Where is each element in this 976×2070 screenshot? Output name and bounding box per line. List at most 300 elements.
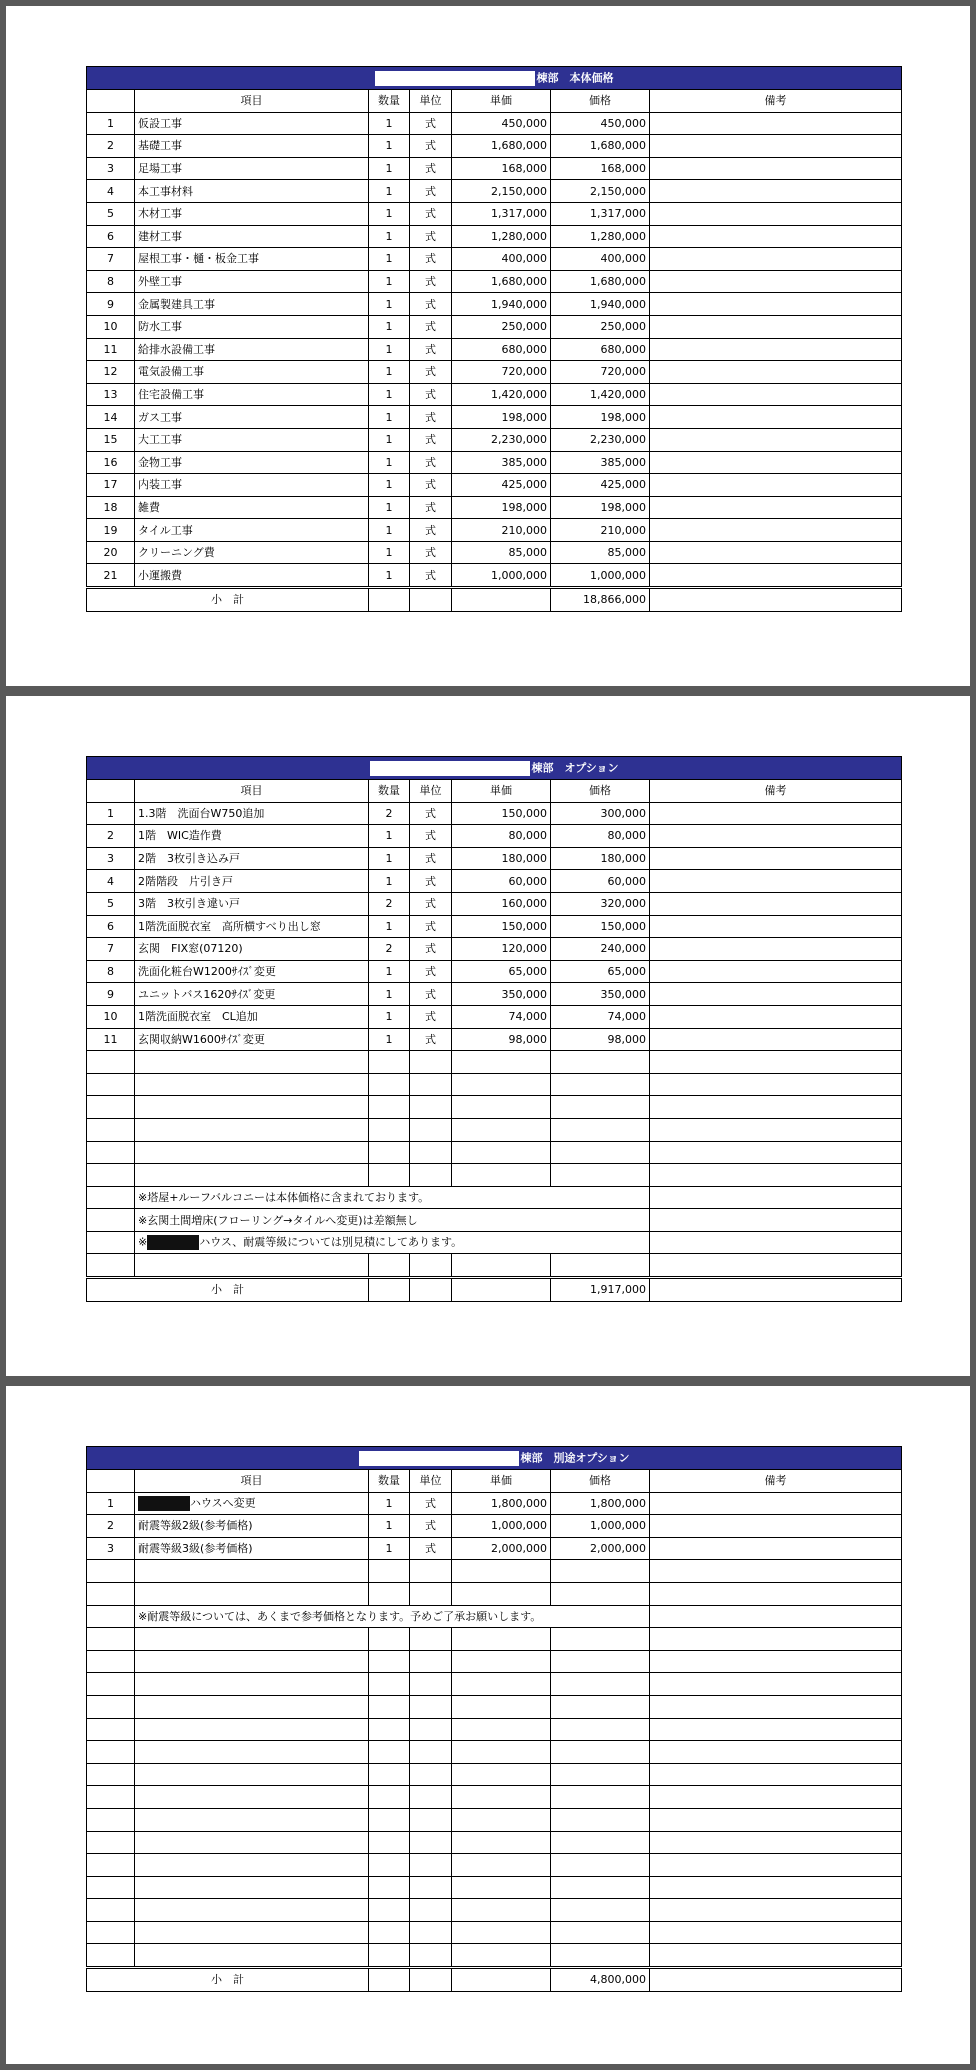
header-no <box>87 90 135 113</box>
empty-cell <box>410 1628 452 1651</box>
empty-cell <box>135 1944 369 1968</box>
header-row <box>87 90 902 113</box>
table-row <box>87 847 902 870</box>
subtotal-label: 小 計 <box>87 1968 369 1992</box>
empty-cell <box>452 1763 551 1786</box>
amount: 198,000 <box>551 496 650 519</box>
item-name: 建材工事 <box>138 229 182 243</box>
empty-cell <box>551 1254 650 1278</box>
table-row <box>87 938 902 961</box>
row-number: 7 <box>87 938 135 961</box>
page-3 <box>6 1386 970 2064</box>
row-number: 1 <box>87 802 135 825</box>
empty-row <box>87 1786 902 1809</box>
remarks <box>650 802 902 825</box>
empty-row <box>87 1073 902 1096</box>
note-row <box>87 1231 902 1254</box>
remarks <box>650 270 902 293</box>
unit: 式 <box>410 847 452 870</box>
unit: 式 <box>410 338 452 361</box>
amount: 720,000 <box>551 361 650 384</box>
item-name: タイル工事 <box>138 523 193 537</box>
header-row <box>87 1470 902 1493</box>
amount: 1,420,000 <box>551 383 650 406</box>
empty-cell <box>135 1051 369 1074</box>
table-row <box>87 870 902 893</box>
empty-cell <box>551 1876 650 1899</box>
quantity: 1 <box>369 1028 410 1051</box>
empty-cell <box>410 1254 452 1278</box>
empty-cell <box>135 1254 369 1278</box>
quantity: 1 <box>369 1515 410 1538</box>
empty-cell <box>135 1718 369 1741</box>
empty-cell <box>452 1582 551 1605</box>
empty-cell <box>369 1650 410 1673</box>
unit-price: 74,000 <box>452 1005 551 1028</box>
note-row <box>87 1186 902 1209</box>
unit-price: 450,000 <box>452 112 551 135</box>
unit-price: 65,000 <box>452 960 551 983</box>
item-cell <box>135 1515 369 1538</box>
row-number: 21 <box>87 564 135 588</box>
unit-price: 250,000 <box>452 315 551 338</box>
amount: 250,000 <box>551 315 650 338</box>
empty-cell <box>135 1141 369 1164</box>
empty-cell <box>551 1118 650 1141</box>
table-row <box>87 983 902 1006</box>
quantity: 1 <box>369 406 410 429</box>
empty-cell <box>410 1831 452 1854</box>
empty-cell <box>551 1718 650 1741</box>
table-row <box>87 338 902 361</box>
item-name: 1階洗面脱衣室 CL追加 <box>138 1010 258 1024</box>
empty-cell <box>452 1831 551 1854</box>
empty-row <box>87 1921 902 1944</box>
remarks <box>650 938 902 961</box>
amount: 1,000,000 <box>551 1515 650 1538</box>
item-name: 仮設工事 <box>138 116 182 130</box>
empty-row <box>87 1899 902 1922</box>
empty-row <box>87 1944 902 1968</box>
empty-cell <box>650 1831 902 1854</box>
empty-cell <box>87 1254 135 1278</box>
item-name: 木材工事 <box>138 207 182 221</box>
item-name: 耐震等級2級(参考価格) <box>138 1519 253 1533</box>
remarks <box>650 180 902 203</box>
empty-cell <box>369 1628 410 1651</box>
header-remarks: 備考 <box>650 90 902 113</box>
row-number: 19 <box>87 519 135 542</box>
unit-price: 80,000 <box>452 825 551 848</box>
empty-cell <box>369 1582 410 1605</box>
row-number: 4 <box>87 180 135 203</box>
remarks <box>650 248 902 271</box>
item-cell <box>135 983 369 1006</box>
empty-cell <box>87 1582 135 1605</box>
item-name: 内装工事 <box>138 478 182 492</box>
remarks <box>650 892 902 915</box>
empty-cell <box>87 1560 135 1583</box>
amount: 320,000 <box>551 892 650 915</box>
remarks <box>650 564 902 588</box>
empty-cell <box>410 1808 452 1831</box>
item-name: 基礎工事 <box>138 139 182 153</box>
remarks <box>650 315 902 338</box>
amount: 168,000 <box>551 157 650 180</box>
row-number: 15 <box>87 428 135 451</box>
amount: 85,000 <box>551 541 650 564</box>
empty-row <box>87 1141 902 1164</box>
table-row <box>87 960 902 983</box>
unit: 式 <box>410 474 452 497</box>
item-cell <box>135 270 369 293</box>
note-cell <box>135 1209 650 1232</box>
title-text: 棟部 本体価格 <box>536 71 614 84</box>
empty-cell <box>650 1854 902 1877</box>
remarks <box>650 293 902 316</box>
empty-cell <box>650 1278 902 1302</box>
table-row <box>87 1515 902 1538</box>
empty-cell <box>135 1741 369 1764</box>
empty-cell <box>369 1763 410 1786</box>
item-name: 給排水設備工事 <box>138 342 215 356</box>
item-name: 耐震等級3級(参考価格) <box>138 1542 253 1556</box>
item-cell <box>135 112 369 135</box>
row-number: 20 <box>87 541 135 564</box>
row-number: 8 <box>87 270 135 293</box>
empty-cell <box>650 1209 902 1232</box>
empty-cell <box>87 1673 135 1696</box>
amount: 210,000 <box>551 519 650 542</box>
row-number: 11 <box>87 1028 135 1051</box>
item-name: 玄関収納W1600ｻｲｽﾞ変更 <box>138 1032 265 1046</box>
empty-cell <box>650 1118 902 1141</box>
empty-cell <box>410 1718 452 1741</box>
unit: 式 <box>410 225 452 248</box>
quantity: 1 <box>369 1492 410 1515</box>
item-name: 大工工事 <box>138 433 182 447</box>
remarks <box>650 202 902 225</box>
item-cell <box>135 315 369 338</box>
table-row <box>87 451 902 474</box>
item-name: 1階 WIC造作費 <box>138 829 222 843</box>
unit-price: 1,317,000 <box>452 202 551 225</box>
empty-cell <box>650 1628 902 1651</box>
table-row <box>87 315 902 338</box>
unit: 式 <box>410 383 452 406</box>
amount: 65,000 <box>551 960 650 983</box>
empty-cell <box>369 1118 410 1141</box>
empty-cell <box>551 1944 650 1968</box>
item-name: 1.3階 洗面台W750追加 <box>138 806 265 820</box>
amount: 1,280,000 <box>551 225 650 248</box>
empty-cell <box>87 1921 135 1944</box>
unit-price: 180,000 <box>452 847 551 870</box>
empty-cell <box>135 1808 369 1831</box>
empty-row <box>87 1876 902 1899</box>
table-row <box>87 892 902 915</box>
empty-cell <box>410 1741 452 1764</box>
quantity: 1 <box>369 519 410 542</box>
subtotal-value: 4,800,000 <box>551 1968 650 1992</box>
empty-cell <box>452 1718 551 1741</box>
item-cell <box>135 892 369 915</box>
item-cell <box>135 825 369 848</box>
subtotal-label: 小 計 <box>87 588 369 612</box>
row-number: 14 <box>87 406 135 429</box>
quantity: 1 <box>369 383 410 406</box>
empty-cell <box>135 1854 369 1877</box>
empty-cell <box>551 1164 650 1187</box>
remarks <box>650 519 902 542</box>
subtotal-row <box>87 1968 902 1992</box>
table-row <box>87 802 902 825</box>
empty-row <box>87 1650 902 1673</box>
item-name: 本工事材料 <box>138 184 193 198</box>
unit: 式 <box>410 157 452 180</box>
item-cell <box>135 564 369 588</box>
empty-cell <box>650 1164 902 1187</box>
quantity: 2 <box>369 802 410 825</box>
empty-cell <box>452 1673 551 1696</box>
table-row <box>87 406 902 429</box>
table-row <box>87 474 902 497</box>
unit-price: 210,000 <box>452 519 551 542</box>
unit: 式 <box>410 315 452 338</box>
empty-cell <box>135 1560 369 1583</box>
empty-row <box>87 1560 902 1583</box>
amount: 450,000 <box>551 112 650 135</box>
empty-cell <box>369 1051 410 1074</box>
empty-cell <box>87 1605 135 1628</box>
empty-cell <box>369 588 410 612</box>
unit-price: 350,000 <box>452 983 551 1006</box>
empty-cell <box>650 1763 902 1786</box>
amount: 1,000,000 <box>551 564 650 588</box>
empty-cell <box>369 1899 410 1922</box>
empty-row <box>87 1096 902 1119</box>
item-name: 雑費 <box>138 500 160 514</box>
amount: 300,000 <box>551 802 650 825</box>
empty-cell <box>452 1854 551 1877</box>
table-row <box>87 915 902 938</box>
empty-cell <box>135 1673 369 1696</box>
empty-cell <box>87 1186 135 1209</box>
empty-cell <box>369 1695 410 1718</box>
item-cell <box>135 383 369 406</box>
item-name: クリーニング費 <box>138 546 215 560</box>
remarks <box>650 361 902 384</box>
row-number: 5 <box>87 202 135 225</box>
empty-cell <box>410 1876 452 1899</box>
empty-cell <box>551 1650 650 1673</box>
empty-row <box>87 1254 902 1278</box>
unit-price: 85,000 <box>452 541 551 564</box>
empty-cell <box>452 1254 551 1278</box>
quantity: 1 <box>369 361 410 384</box>
remarks <box>650 383 902 406</box>
item-cell <box>135 1028 369 1051</box>
item-name: ガス工事 <box>138 410 182 424</box>
title-text: 棟部 別途オプション <box>520 1451 630 1464</box>
item-name: 小運搬費 <box>138 568 182 582</box>
empty-cell <box>369 1808 410 1831</box>
row-number: 16 <box>87 451 135 474</box>
amount: 198,000 <box>551 406 650 429</box>
empty-cell <box>369 1741 410 1764</box>
unit: 式 <box>410 180 452 203</box>
empty-cell <box>410 1763 452 1786</box>
empty-cell <box>551 1899 650 1922</box>
table-row <box>87 270 902 293</box>
remarks <box>650 960 902 983</box>
note-text: ※耐震等級については、あくまで参考価格となります。予めご了承お願いします。 <box>138 1609 542 1623</box>
item-name: 金物工事 <box>138 455 182 469</box>
unit: 式 <box>410 496 452 519</box>
empty-cell <box>650 1650 902 1673</box>
item-name: 金属製建具工事 <box>138 297 215 311</box>
empty-cell <box>551 1808 650 1831</box>
empty-row <box>87 1763 902 1786</box>
empty-cell <box>135 1628 369 1651</box>
item-cell <box>135 225 369 248</box>
item-cell <box>135 915 369 938</box>
empty-cell <box>410 1854 452 1877</box>
quantity: 1 <box>369 315 410 338</box>
item-cell <box>135 361 369 384</box>
remarks <box>650 541 902 564</box>
empty-cell <box>135 1921 369 1944</box>
empty-cell <box>87 1231 135 1254</box>
empty-cell <box>87 1944 135 1968</box>
row-number: 9 <box>87 983 135 1006</box>
empty-row <box>87 1695 902 1718</box>
unit: 式 <box>410 541 452 564</box>
header-amount: 価格 <box>551 780 650 803</box>
table-row <box>87 112 902 135</box>
row-number: 5 <box>87 892 135 915</box>
empty-cell <box>369 1786 410 1809</box>
row-number: 3 <box>87 157 135 180</box>
item-cell <box>135 519 369 542</box>
empty-cell <box>452 1786 551 1809</box>
quantity: 1 <box>369 541 410 564</box>
empty-cell <box>551 1786 650 1809</box>
header-qty: 数量 <box>369 90 410 113</box>
empty-cell <box>410 1944 452 1968</box>
amount: 1,680,000 <box>551 270 650 293</box>
quantity: 1 <box>369 825 410 848</box>
empty-cell <box>452 1944 551 1968</box>
table-title <box>87 67 902 90</box>
item-cell <box>135 960 369 983</box>
quantity: 1 <box>369 915 410 938</box>
item-cell <box>135 202 369 225</box>
table-row <box>87 202 902 225</box>
empty-cell <box>410 1650 452 1673</box>
unit-price: 120,000 <box>452 938 551 961</box>
remarks <box>650 1515 902 1538</box>
unit-price: 150,000 <box>452 802 551 825</box>
unit-price: 2,230,000 <box>452 428 551 451</box>
header-item: 項目 <box>135 1470 369 1493</box>
header-qty: 数量 <box>369 780 410 803</box>
amount: 425,000 <box>551 474 650 497</box>
empty-cell <box>369 1164 410 1187</box>
empty-cell <box>410 1673 452 1696</box>
quantity: 2 <box>369 892 410 915</box>
empty-row <box>87 1673 902 1696</box>
row-number: 4 <box>87 870 135 893</box>
item-cell <box>135 135 369 158</box>
header-no <box>87 780 135 803</box>
header-amount: 価格 <box>551 90 650 113</box>
empty-cell <box>87 1051 135 1074</box>
unit-price: 60,000 <box>452 870 551 893</box>
header-no <box>87 1470 135 1493</box>
unit-price: 160,000 <box>452 892 551 915</box>
row-number: 3 <box>87 1537 135 1560</box>
empty-cell <box>551 1582 650 1605</box>
empty-cell <box>452 1876 551 1899</box>
empty-cell <box>87 1899 135 1922</box>
unit: 式 <box>410 428 452 451</box>
empty-cell <box>87 1118 135 1141</box>
item-cell <box>135 180 369 203</box>
empty-cell <box>551 1051 650 1074</box>
header-unit: 単位 <box>410 780 452 803</box>
row-number: 10 <box>87 315 135 338</box>
empty-row <box>87 1854 902 1877</box>
unit-price: 720,000 <box>452 361 551 384</box>
header-qty: 数量 <box>369 1470 410 1493</box>
unit-price: 1,280,000 <box>452 225 551 248</box>
unit: 式 <box>410 519 452 542</box>
empty-cell <box>452 1968 551 1992</box>
table-row <box>87 519 902 542</box>
subtotal-label: 小 計 <box>87 1278 369 1302</box>
quantity: 1 <box>369 112 410 135</box>
empty-cell <box>87 1628 135 1651</box>
quantity: 1 <box>369 135 410 158</box>
empty-cell <box>410 1278 452 1302</box>
unit: 式 <box>410 938 452 961</box>
empty-cell <box>650 1051 902 1074</box>
table-row <box>87 1492 902 1515</box>
quantity: 1 <box>369 847 410 870</box>
empty-cell <box>87 1831 135 1854</box>
empty-cell <box>410 1073 452 1096</box>
table-row <box>87 135 902 158</box>
empty-cell <box>650 1876 902 1899</box>
empty-cell <box>135 1763 369 1786</box>
empty-cell <box>369 1968 410 1992</box>
empty-cell <box>135 1876 369 1899</box>
empty-cell <box>452 1628 551 1651</box>
redacted-name <box>370 761 530 776</box>
title-text: 棟部 オプション <box>531 761 619 774</box>
note-row <box>87 1605 902 1628</box>
empty-cell <box>410 1118 452 1141</box>
amount: 80,000 <box>551 825 650 848</box>
item-name: ユニットバス1620ｻｲｽﾞ変更 <box>138 987 276 1001</box>
header-amount: 価格 <box>551 1470 650 1493</box>
empty-cell <box>87 1741 135 1764</box>
empty-cell <box>410 1921 452 1944</box>
empty-cell <box>369 1718 410 1741</box>
table-row <box>87 496 902 519</box>
item-name: 屋根工事・樋・板金工事 <box>138 252 259 266</box>
